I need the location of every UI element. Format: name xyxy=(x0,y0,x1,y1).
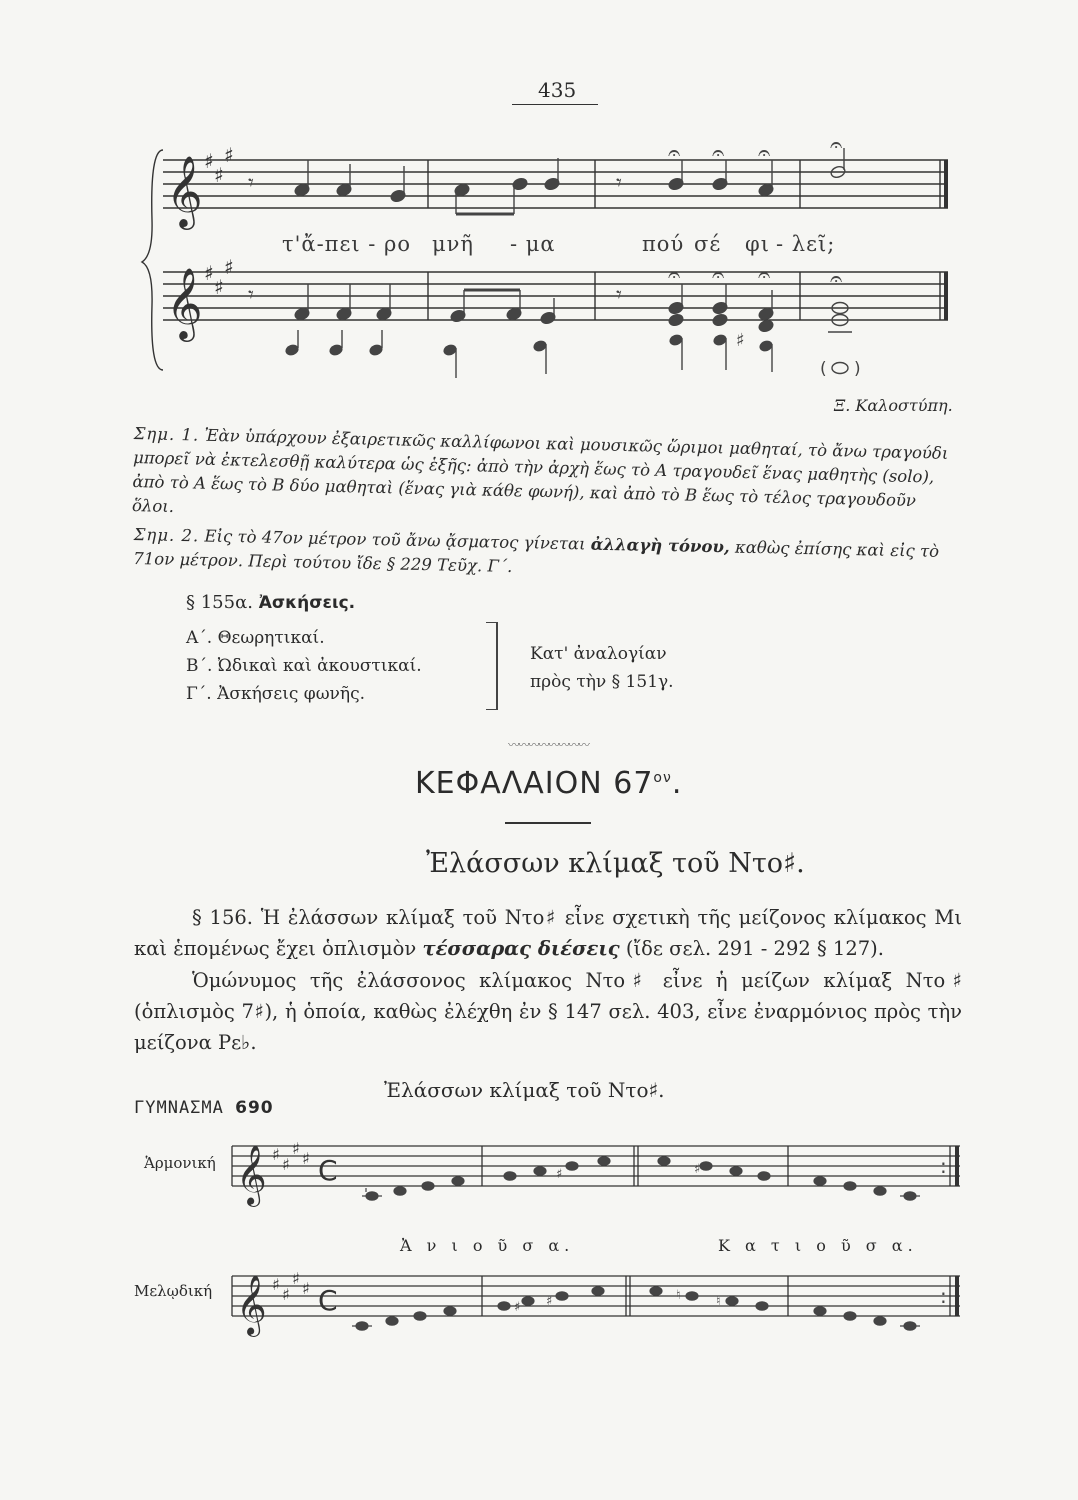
fermata-icon: 𝄐 xyxy=(758,141,771,166)
fermata-icon: 𝄐 xyxy=(758,263,771,288)
paragraph-text: § 156. Ἡ ἐλάσσων κλίμαξ τοῦ Ντο♯ εἶνε σχετικὴ τῆς μείζονος κλίμακος Μι καὶ ἑπομένως ἔχει ὁπλισμὸν xyxy=(134,906,962,960)
sharp-icon: ♯ xyxy=(546,1294,553,1309)
treble-clef-icon: 𝄞 xyxy=(166,154,203,227)
exercises-reference xyxy=(530,640,674,696)
list-item: Α΄. Θεωρητικαί. xyxy=(186,628,325,648)
note-label: Σημ. 1. xyxy=(133,423,200,445)
chapter-rule xyxy=(505,822,591,824)
svg-text:𝄾: 𝄾 xyxy=(616,171,622,196)
note-text: Εἰς τὸ 47ον μέτρον τοῦ ἄνω ᾄσματος γίνεται xyxy=(204,526,586,554)
note-bold-text: ἀλλαγὴ τόνου, xyxy=(590,534,730,557)
lyric-syllable: - λεῖ; xyxy=(776,232,836,256)
chapter-title: ΚΕΦΑΛΑΙΟΝ $67^{o\nu}$. xyxy=(415,766,683,801)
exercise-label xyxy=(134,1098,274,1118)
fermata-icon: 𝄐 xyxy=(830,267,843,292)
sharp-icon: ♯ xyxy=(514,1300,521,1315)
lyric-syllable: σέ xyxy=(694,232,722,256)
sharp-icon: ♯ xyxy=(224,255,234,279)
melodic-staff xyxy=(232,1276,960,1316)
exercise-number: 690 xyxy=(235,1098,274,1118)
sharp-icon: ♯ xyxy=(204,261,214,285)
exercises-heading xyxy=(186,592,355,613)
paragraph-text: (ἴδε σελ. 291 - 292 § 127). xyxy=(625,937,884,960)
harmonic-label: Ἁρμονική xyxy=(144,1154,216,1172)
sharp-icon: ♯ xyxy=(204,149,214,173)
paragraph-156 xyxy=(134,902,962,964)
fermata-icon: 𝄐 xyxy=(712,263,725,288)
list-item: Γ΄. Ἀσκήσεις φωνῆς. xyxy=(186,684,366,704)
section-number: § 155α. xyxy=(186,592,253,613)
sharp-icon: ♯ xyxy=(272,1145,280,1164)
page-number: 435 xyxy=(538,78,577,102)
harmonic-staff xyxy=(232,1146,960,1186)
chapter-title-suffix: ον xyxy=(653,770,672,786)
paragraph-emphasis: τέσσαρας διέσεις xyxy=(422,937,620,960)
reference-line: Κατ' ἀναλογίαν xyxy=(530,644,667,664)
section-title: Ἐλάσσων κλίμαξ τοῦ Ντο♯. xyxy=(426,848,805,879)
sharp-icon: ♯ xyxy=(292,1269,300,1288)
lyric-syllable: μνῆ xyxy=(432,232,474,256)
svg-text:𝄾: 𝄾 xyxy=(616,283,622,308)
treble-clef-icon: 𝄞 xyxy=(236,1275,267,1335)
lyric-syllable: τ'ἄ-πει - ρο xyxy=(282,232,412,256)
natural-icon: ♮ xyxy=(676,1288,681,1303)
common-time-icon: C xyxy=(318,1154,338,1187)
note-1 xyxy=(132,422,964,538)
chapter-title-text: ΚΕΦΑΛΑΙΟΝ 67 xyxy=(415,766,654,801)
svg-text::: : xyxy=(940,1154,947,1178)
descending-label: Κ α τ ι ο ῦ σ α. xyxy=(718,1236,918,1255)
svg-text:): ) xyxy=(854,359,861,379)
svg-text:𝄾: 𝄾 xyxy=(248,171,254,196)
fermata-icon: 𝄐 xyxy=(668,263,681,288)
sharp-icon: ♯ xyxy=(224,143,234,167)
fermata-icon: 𝄐 xyxy=(830,133,843,158)
natural-icon: ♮ xyxy=(716,1294,721,1309)
ornament-divider: 〰〰〰〰〰〰〰〰 xyxy=(508,738,589,752)
sharp-icon: ♯ xyxy=(302,1279,310,1298)
lyric-syllable: φι xyxy=(745,232,770,256)
fermata-icon: 𝄐 xyxy=(712,141,725,166)
paragraph-homonym: Ὁμώνυμος τῆς ἐλάσσονος κλίμακος Ντο♯ εἶνε ἡ μείζων κλίμαξ Ντο♯ (ὁπλισμὸς 7♯), ἡ ὁποία, καθὼς ἐλέχθη ἐν § 147 σελ. 403, εἶνε ἐναρμόνιος πρὸς τὴν μείζονα Ρε♭. xyxy=(134,969,962,1054)
lyric-syllable: - μα xyxy=(510,232,556,256)
exercise-word: ΓΥΜΝΑΣΜΑ xyxy=(134,1098,224,1118)
lyric-syllable: πού xyxy=(642,232,685,256)
ascending-label: Ἀ ν ι ο ῦ σ α. xyxy=(400,1236,575,1255)
exercises-list xyxy=(186,624,422,708)
common-time-icon: C xyxy=(318,1284,338,1317)
system-brace xyxy=(142,150,163,370)
song-author: Ξ. Καλοστύπη. xyxy=(834,396,953,415)
reference-line: πρὸς τὴν § 151γ. xyxy=(530,672,674,692)
svg-text::: : xyxy=(940,1284,947,1308)
sharp-icon: ♯ xyxy=(556,1167,563,1182)
svg-text:(: ( xyxy=(820,359,827,379)
sharp-icon: ♯ xyxy=(214,275,224,299)
scale-title: Ἐλάσσων κλίμαξ τοῦ Ντο♯. xyxy=(384,1078,665,1102)
note-text: Ἐὰν ὑπάρχουν ἐξαιρετικῶς καλλίφωνοι καὶ μουσικῶς ὥριμοι μαθηταί, τὸ ἄνω τραγούδι μπορεῖ νὰ ἐκτελεσθῇ καλύτερα ὡς ἑξῆς: ἀπὸ τὴν ἀρχὴ ἕως τὸ Α τραγουδεῖ ἕνας μαθητὴς (solo), ἀπὸ τὸ Α ἕως τὸ Β δύο μαθηταὶ (ἕνας γιὰ κάθε φωνή), καὶ ἀπὸ τὸ Β ἕως τὸ τέλος τραγουδοῦν ὅλοι. xyxy=(131,425,949,516)
sharp-icon: ♯ xyxy=(694,1162,701,1177)
svg-text:𝄾: 𝄾 xyxy=(248,283,254,308)
treble-clef-icon: 𝄞 xyxy=(236,1145,267,1205)
list-brace xyxy=(486,622,498,710)
sharp-icon: ♯ xyxy=(214,163,224,187)
sharp-icon: ♯ xyxy=(272,1275,280,1294)
sharp-icon: ♯ xyxy=(282,1285,290,1304)
fermata-icon: 𝄐 xyxy=(668,141,681,166)
list-item: Β΄. Ὠδικαὶ καὶ ἀκουστικαί. xyxy=(186,656,422,676)
note-label: Σημ. 2. xyxy=(133,524,200,546)
sharp-icon: ♯ xyxy=(282,1155,290,1174)
melodic-label: Μελῳδική xyxy=(134,1282,213,1300)
sharp-icon: ♯ xyxy=(736,330,745,351)
sharp-icon: ♯ xyxy=(292,1139,300,1158)
song-score xyxy=(0,0,1078,420)
exercises-title: Ἀσκήσεις. xyxy=(258,593,356,613)
sharp-icon: ♯ xyxy=(302,1149,310,1168)
treble-clef-icon: 𝄞 xyxy=(166,266,203,339)
note-text: καθὼς ἐπίσης καὶ εἰς τὸ 71ον μέτρον. Περὶ τούτου ἴδε § 229 Τεῦχ. Γ΄. xyxy=(133,537,940,576)
